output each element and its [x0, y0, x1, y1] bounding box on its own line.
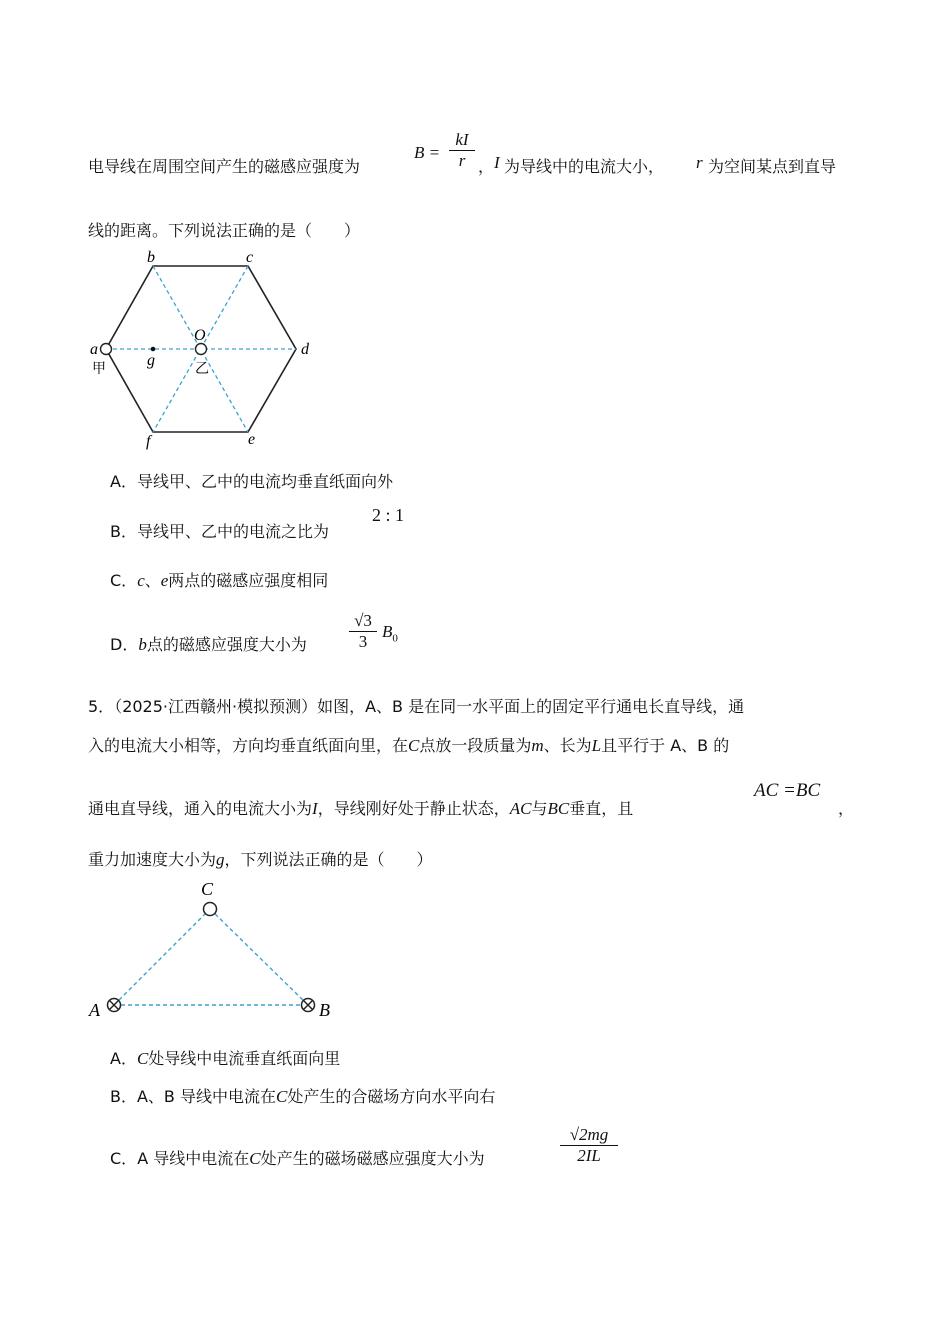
var-g: g — [216, 850, 225, 869]
label-c: C — [201, 879, 214, 899]
hexagon-figure — [80, 248, 330, 450]
var-c: C — [249, 1149, 261, 1168]
option-text: 点的磁感应强度大小为 — [146, 635, 307, 654]
var-m: m — [531, 736, 544, 755]
fraction-numerator: √3 — [354, 611, 372, 630]
question-number: 5． — [88, 697, 115, 716]
wire-yi-icon — [196, 344, 207, 355]
fraction-numerator: √2mg — [569, 1125, 609, 1144]
option-text: 导线甲、乙中的电流之比为 — [136, 522, 329, 541]
dashed-line-bc — [210, 909, 308, 1005]
var-i: I — [312, 799, 318, 818]
var-c: C — [136, 1049, 149, 1068]
formula-fraction-ki-r — [449, 130, 475, 171]
var-ac: AC — [509, 799, 532, 818]
q5-option-b[interactable]: B．A、B 导线中电流在C处产生的合磁场方向水平向右 — [110, 1087, 496, 1106]
label-yi: 乙 — [195, 361, 209, 377]
q5-line2: 入的电流大小相等，方向均垂直纸面向里，在C点放一段质量为m、长为L且平行于 A、B 的 — [88, 736, 730, 755]
label-b: b — [147, 249, 155, 266]
wire-jia-icon — [101, 344, 112, 355]
equation-ac-eq-bc: AC =BC — [754, 780, 821, 801]
label-jia: 甲 — [92, 361, 106, 377]
option-prefix: A． — [110, 472, 137, 491]
fraction-sqrt3-over-3 — [349, 611, 377, 652]
var-e: e — [160, 571, 169, 590]
formula-numerator: kI — [455, 130, 469, 149]
var-c: C — [276, 1087, 288, 1106]
fraction-denominator: 2IL — [577, 1146, 601, 1165]
q5-option-c[interactable]: C．A 导线中电流在C处产生的磁场磁感应强度大小为 — [110, 1149, 485, 1168]
q4-option-b[interactable] — [110, 519, 329, 542]
q4-option-d[interactable] — [110, 632, 307, 655]
option-prefix: C． — [110, 1149, 138, 1168]
formula-b-lhs: B = — [414, 143, 441, 162]
var-b: b — [138, 635, 147, 654]
q5-line4: 重力加速度大小为g，下列说法正确的是（ ） — [88, 850, 433, 869]
label-e: e — [248, 431, 256, 448]
q4-option-c[interactable] — [110, 568, 328, 591]
q5-line3: 通电直导线，通入的电流大小为I，导线刚好处于静止状态，AC与BC垂直，且 — [88, 799, 634, 818]
label-f: f — [146, 433, 151, 450]
q4-text-line1 — [88, 154, 360, 177]
q4-text-line2: 线的距离。下列说法正确的是（ ） — [88, 221, 361, 240]
q4-line1-post: 为空间某点到直导 — [708, 157, 837, 176]
label-c: c — [246, 249, 254, 266]
wire-b-into-page-icon — [302, 999, 315, 1012]
triangle-figure — [80, 876, 350, 1026]
wire-c-icon — [204, 903, 217, 916]
option-prefix: C． — [110, 571, 138, 590]
option-text: 导线甲、乙中的电流均垂直纸面向外 — [136, 472, 393, 491]
var-l: L — [591, 736, 602, 755]
fraction-sqrt2mg-over-2il — [560, 1125, 618, 1166]
sep: 、 — [144, 571, 161, 590]
option-text: 两点的磁感应强度相同 — [168, 571, 329, 590]
formula-denominator: r — [458, 151, 466, 170]
label-b: B — [319, 1000, 330, 1020]
label-o: O — [194, 327, 206, 344]
fraction-denominator: 3 — [358, 632, 368, 651]
var-c: C — [408, 736, 420, 755]
q5-option-a[interactable] — [110, 1046, 340, 1069]
q4-line1-pre: 电导线在周围空间产生的磁感应强度为 — [88, 157, 361, 176]
var-c: c — [137, 571, 145, 590]
q4-option-a[interactable] — [110, 469, 393, 492]
q4-line1-mid: 为导线中的电流大小， — [504, 157, 665, 176]
label-d: d — [301, 341, 309, 358]
label-g: g — [147, 352, 155, 369]
comma: ， — [838, 799, 855, 818]
comma: ， — [478, 157, 495, 176]
var-i: I — [494, 153, 500, 172]
option-prefix: A． — [110, 1049, 137, 1068]
dashed-line-ac — [114, 909, 210, 1005]
label-a: a — [90, 341, 98, 358]
wire-a-into-page-icon — [108, 999, 121, 1012]
option-prefix: B． — [110, 1087, 137, 1106]
var-r: r — [696, 153, 703, 172]
q5-header — [88, 694, 744, 717]
label-a: A — [89, 1000, 100, 1020]
q5-source-line: （2025·江西赣州·模拟预测）如图，A、B 是在同一水平面上的固定平行通电长直导线，通 — [114, 697, 745, 716]
point-g-dot — [151, 347, 156, 352]
ratio-2-1: 2 : 1 — [372, 505, 405, 525]
option-prefix: D． — [110, 635, 139, 654]
option-text: 处导线中电流垂直纸面向里 — [148, 1049, 341, 1068]
var-bc: BC — [547, 799, 570, 818]
var-b0: $B_0$ — [382, 622, 398, 645]
option-prefix: B． — [110, 522, 137, 541]
